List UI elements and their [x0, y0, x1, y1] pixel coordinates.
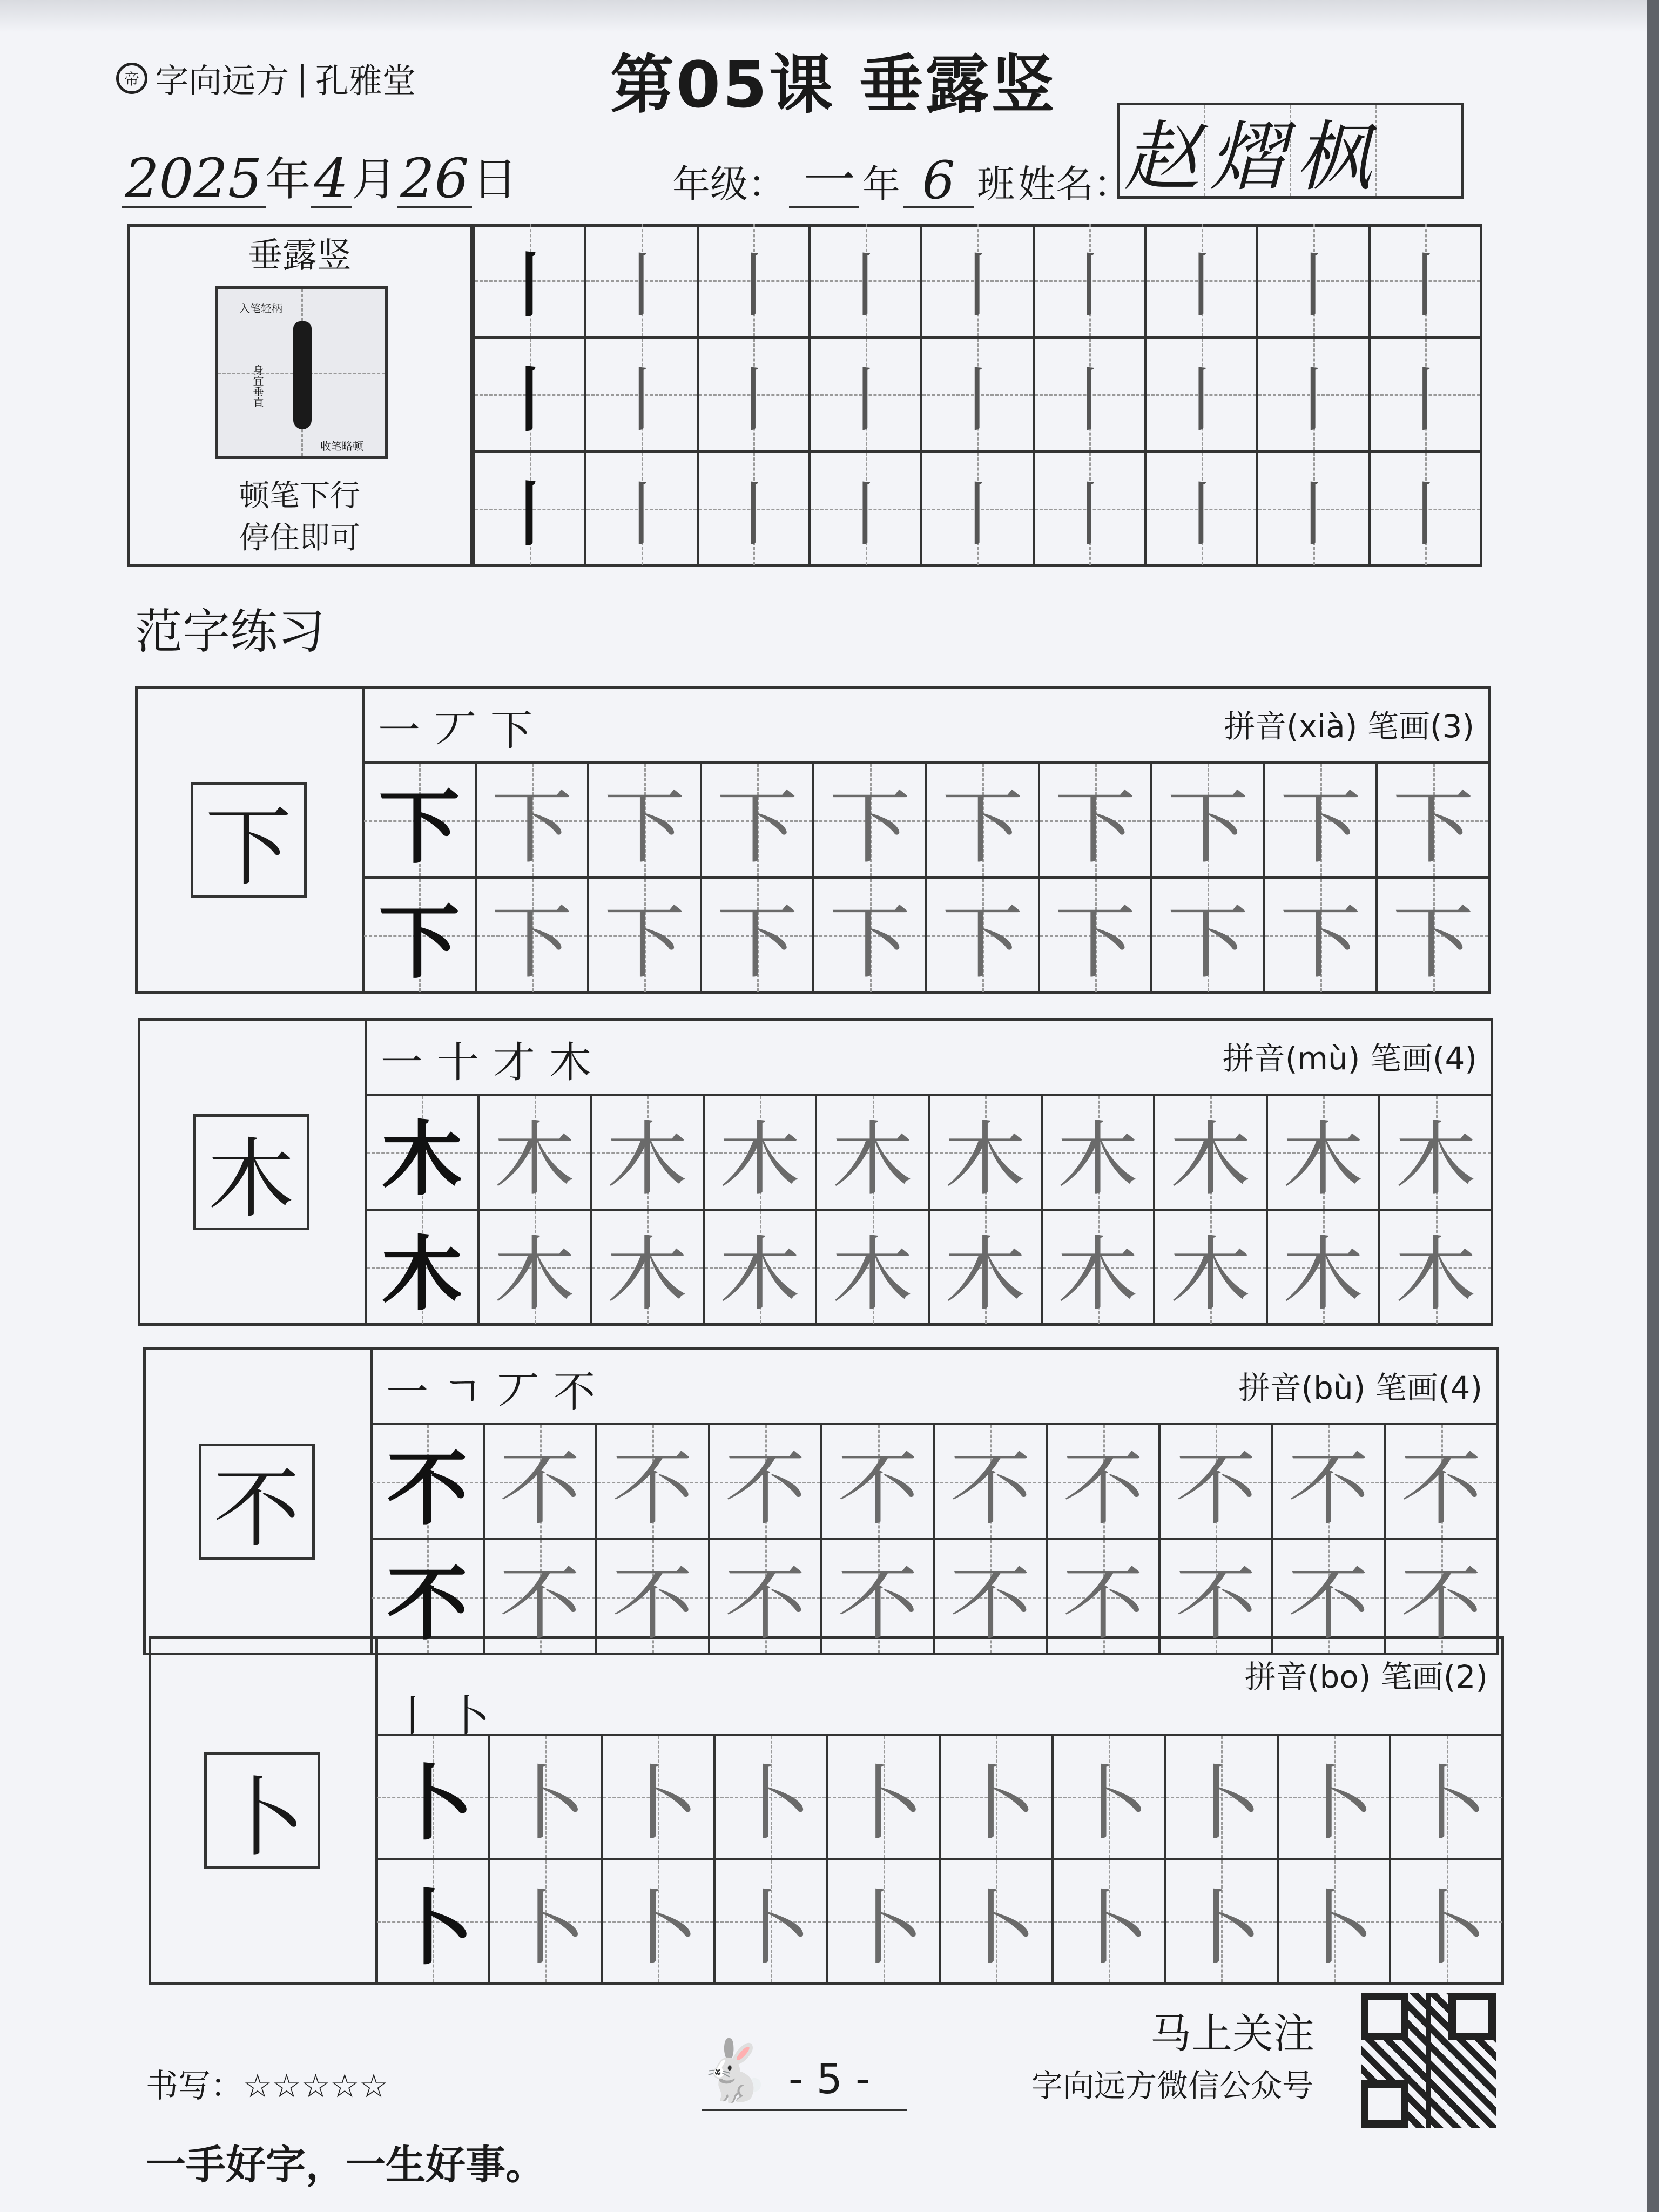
- character-practice-cell[interactable]: [589, 764, 702, 879]
- character-practice-grid: [370, 1423, 1499, 1655]
- model-character: 下: [191, 782, 307, 898]
- date-year-suffix: 年: [265, 153, 311, 206]
- character-practice-cell[interactable]: [702, 764, 815, 879]
- practice-stroke: 丨: [1166, 245, 1237, 327]
- grade-suffix: 年: [862, 162, 900, 206]
- stroke-practice-cell[interactable]: [586, 224, 698, 339]
- practice-character: 木: [945, 1228, 1026, 1322]
- practice-character: 卜: [1181, 1881, 1262, 1976]
- practice-character: 不: [387, 1442, 468, 1536]
- character-practice-cell[interactable]: [828, 1736, 941, 1860]
- practice-character: 下: [491, 780, 572, 875]
- practice-character: 卜: [730, 1881, 812, 1976]
- practice-character: 不: [725, 1557, 806, 1651]
- follow-text: 马上关注: [1150, 2009, 1314, 2058]
- character-practice-cell[interactable]: [1391, 1860, 1504, 1985]
- date-year[interactable]: 2025: [122, 152, 266, 208]
- character-practice-cell[interactable]: [1378, 879, 1491, 994]
- stroke-practice-cell[interactable]: [1147, 224, 1258, 339]
- stroke-order: 一ㄱ丆不: [386, 1368, 610, 1417]
- practice-stroke: 丨: [830, 359, 901, 441]
- practice-character: 不: [499, 1557, 581, 1651]
- practice-stroke: 丨: [606, 245, 677, 327]
- practice-character: 下: [942, 895, 1023, 990]
- character-practice-cell[interactable]: [828, 1860, 941, 1985]
- character-practice-cell[interactable]: [1386, 1425, 1499, 1540]
- practice-character: 不: [387, 1557, 468, 1651]
- practice-character: 下: [1167, 895, 1249, 990]
- practice-character: 下: [1054, 780, 1136, 875]
- date-line: [122, 143, 517, 208]
- brand-name: 字向远方: [155, 61, 289, 100]
- character-practice-cell[interactable]: [367, 1096, 480, 1211]
- character-practice-cell[interactable]: [814, 764, 927, 879]
- pinyin-label: 拼音(bo): [1244, 1658, 1371, 1695]
- character-practice-cell[interactable]: [1048, 1425, 1161, 1540]
- character-practice-cell[interactable]: [603, 1860, 716, 1985]
- character-practice-cell[interactable]: [930, 1211, 1043, 1326]
- practice-stroke: 丨: [1278, 359, 1348, 441]
- practice-character: 卜: [1293, 1757, 1375, 1852]
- practice-stroke: 丨: [494, 359, 565, 441]
- practice-character: 卜: [392, 1881, 474, 1976]
- stroke-practice-cell[interactable]: [811, 224, 922, 339]
- practice-character: 卜: [1068, 1757, 1149, 1852]
- character-practice-cell[interactable]: [1268, 1211, 1381, 1326]
- stroke-practice-cell[interactable]: [586, 339, 698, 453]
- practice-character: 下: [604, 780, 685, 875]
- practice-stroke: 丨: [606, 473, 677, 556]
- page-title: 第05课 垂露竖: [610, 48, 1057, 122]
- character-practice-cell[interactable]: [603, 1736, 716, 1860]
- stroke-practice-cell[interactable]: [922, 224, 1034, 339]
- practice-character: 木: [945, 1112, 1026, 1207]
- practice-character: 木: [1395, 1228, 1476, 1322]
- practice-character: 卜: [730, 1757, 812, 1852]
- stroke-practice-cell[interactable]: [475, 453, 586, 567]
- practice-stroke: 丨: [718, 473, 789, 556]
- character-practice-cell[interactable]: [1155, 1211, 1268, 1326]
- stroke-practice-cell[interactable]: [811, 453, 922, 567]
- character-practice-cell[interactable]: [1040, 764, 1153, 879]
- character-practice-cell[interactable]: [1054, 1860, 1166, 1985]
- page-number-underline: [702, 2109, 907, 2111]
- stroke-hint: [127, 475, 473, 560]
- character-practice-cell[interactable]: [817, 1211, 930, 1326]
- character-practice-cell[interactable]: [702, 879, 815, 994]
- diagram-label: 入笔轻柄: [239, 302, 282, 315]
- practice-character: 卜: [1068, 1881, 1149, 1976]
- practice-character: 卜: [1181, 1757, 1262, 1852]
- practice-character: 不: [725, 1442, 806, 1536]
- character-practice-cell[interactable]: [592, 1211, 705, 1326]
- practice-character: 卜: [955, 1881, 1037, 1976]
- practice-character: 下: [717, 895, 798, 990]
- practice-character: 下: [829, 895, 911, 990]
- practice-character: 木: [719, 1112, 801, 1207]
- character-practice-cell[interactable]: [597, 1425, 710, 1540]
- character-practice-cell[interactable]: [480, 1211, 592, 1326]
- pinyin-label: 拼音(mù): [1222, 1040, 1360, 1077]
- practice-character: 不: [837, 1442, 919, 1536]
- practice-character: 下: [604, 895, 685, 990]
- practice-stroke: 丨: [494, 473, 565, 556]
- practice-stroke: 丨: [942, 473, 1013, 556]
- character-practice-cell[interactable]: [477, 764, 590, 879]
- character-practice-cell[interactable]: [716, 1860, 828, 1985]
- pinyin-label: 拼音(xià): [1224, 708, 1358, 745]
- practice-character: 木: [381, 1228, 463, 1322]
- date-day-suffix: 日: [472, 153, 518, 206]
- character-practice-cell[interactable]: [1054, 1736, 1166, 1860]
- practice-character: 不: [1400, 1442, 1482, 1536]
- character-practice-cell[interactable]: [1268, 1096, 1381, 1211]
- practice-character: 下: [379, 780, 460, 875]
- character-practice-cell[interactable]: [930, 1096, 1043, 1211]
- stroke-diagram: [215, 286, 388, 459]
- character-practice-cell[interactable]: [1166, 1736, 1279, 1860]
- character-practice-cell[interactable]: [592, 1096, 705, 1211]
- stroke-practice-cell[interactable]: [1258, 339, 1370, 453]
- practice-character: 下: [1392, 780, 1474, 875]
- stroke-practice-cell[interactable]: [475, 224, 586, 339]
- character-practice-cell[interactable]: [1040, 879, 1153, 994]
- character-practice-cell[interactable]: [817, 1096, 930, 1211]
- practice-character: 木: [381, 1112, 463, 1207]
- character-practice-cell[interactable]: [1279, 1860, 1392, 1985]
- practice-character: 木: [1395, 1112, 1476, 1207]
- grade-label: 年级：: [672, 162, 786, 206]
- character-practice-cell[interactable]: [1043, 1096, 1156, 1211]
- practice-character: 下: [1392, 895, 1474, 990]
- stroke-practice-cell[interactable]: [475, 339, 586, 453]
- diagram-label: 身宜垂直: [251, 365, 264, 408]
- model-character: 不: [199, 1444, 315, 1560]
- practice-character: 木: [1170, 1112, 1251, 1207]
- character-practice-cell[interactable]: [927, 764, 1040, 879]
- character-practice-grid: [362, 761, 1491, 994]
- stroke-practice-cell[interactable]: [1371, 453, 1482, 567]
- name-char-empty: [1377, 105, 1461, 196]
- practice-character: 木: [1057, 1112, 1138, 1207]
- practice-character: 不: [499, 1442, 581, 1536]
- practice-character: 卜: [504, 1757, 586, 1852]
- stroke-practice-cell[interactable]: [811, 339, 922, 453]
- practice-character: 不: [1175, 1557, 1257, 1651]
- practice-character: 卜: [617, 1757, 699, 1852]
- character-practice-cell[interactable]: [364, 879, 477, 994]
- character-practice-cell[interactable]: [490, 1736, 603, 1860]
- stroke-count-label: 笔画(4): [1370, 1040, 1477, 1077]
- stroke-count-label: 笔画(3): [1367, 708, 1474, 745]
- stroke-practice-cell[interactable]: [699, 224, 811, 339]
- stroke-practice-cell[interactable]: [586, 453, 698, 567]
- stroke-practice-cell[interactable]: [699, 453, 811, 567]
- stroke-practice-cell[interactable]: [1258, 453, 1370, 567]
- practice-stroke: 丨: [1054, 473, 1125, 556]
- section-title: 范字练习: [135, 604, 326, 659]
- practice-character: 木: [1057, 1228, 1138, 1322]
- rabbit-icon: 🐇: [697, 2036, 771, 2105]
- character-practice-cell[interactable]: [814, 879, 927, 994]
- stroke-practice-cell[interactable]: [1147, 339, 1258, 453]
- practice-stroke: 丨: [942, 359, 1013, 441]
- practice-character: 下: [1280, 895, 1361, 990]
- name-char: 熠: [1205, 105, 1291, 196]
- practice-character: 下: [379, 895, 460, 990]
- model-character: 卜: [204, 1752, 320, 1869]
- practice-stroke: 丨: [1278, 245, 1348, 327]
- brand-name-2: 孔雅堂: [315, 61, 416, 100]
- class-suffix: 班: [977, 162, 1015, 206]
- stroke-practice-cell[interactable]: [922, 453, 1034, 567]
- practice-character: 卜: [842, 1881, 924, 1976]
- character-practice-cell[interactable]: [941, 1736, 1054, 1860]
- practice-character: 不: [837, 1557, 919, 1651]
- practice-stroke: 丨: [1166, 359, 1237, 441]
- stroke-practice-cell[interactable]: [699, 339, 811, 453]
- stroke-order: 一十才木: [381, 1038, 606, 1087]
- stroke-order: 丨卜: [392, 1692, 504, 1741]
- practice-stroke: 丨: [830, 245, 901, 327]
- character-practice-cell[interactable]: [1380, 1211, 1493, 1326]
- stroke-practice-cell[interactable]: [922, 339, 1034, 453]
- character-practice-cell[interactable]: [477, 879, 590, 994]
- practice-stroke: 丨: [494, 245, 565, 327]
- stroke-count-label: 笔画(2): [1380, 1658, 1488, 1695]
- character-practice-cell[interactable]: [377, 1860, 490, 1985]
- brand-separator: |: [296, 58, 308, 98]
- brand-logo-icon: 帝: [116, 63, 147, 94]
- stroke-hint-line: 顿笔下行: [239, 478, 360, 514]
- character-practice-cell[interactable]: [480, 1096, 592, 1211]
- practice-stroke: 丨: [942, 245, 1013, 327]
- practice-character: 卜: [1406, 1757, 1487, 1852]
- practice-character: 不: [1288, 1442, 1370, 1536]
- practice-character: 下: [1167, 780, 1249, 875]
- diagram-label: 收笔略顿: [320, 440, 363, 453]
- practice-character: 下: [1054, 895, 1136, 990]
- model-character: 木: [193, 1114, 309, 1230]
- character-practice-cell[interactable]: [1378, 764, 1491, 879]
- practice-stroke: 丨: [718, 245, 789, 327]
- name-label: 姓名：: [1018, 162, 1131, 206]
- character-practice-grid: [365, 1094, 1493, 1326]
- name-char: 赵: [1120, 105, 1205, 196]
- name-field[interactable]: [1117, 103, 1464, 199]
- character-practice-cell[interactable]: [1273, 1425, 1386, 1540]
- practice-character: 木: [832, 1228, 913, 1322]
- grade-line: [672, 150, 1131, 211]
- character-info: [1004, 701, 1474, 746]
- stroke-order: 一丆下: [378, 706, 547, 755]
- stroke-practice-cell[interactable]: [1371, 224, 1482, 339]
- stroke-count-label: 笔画(4): [1375, 1370, 1482, 1406]
- practice-stroke: 丨: [1054, 359, 1125, 441]
- practice-stroke: 丨: [606, 359, 677, 441]
- practice-character: 下: [1280, 780, 1361, 875]
- character-practice-cell[interactable]: [710, 1425, 823, 1540]
- practice-character: 卜: [1293, 1881, 1375, 1976]
- qr-code-icon[interactable]: [1361, 1993, 1496, 2128]
- character-practice-cell[interactable]: [1265, 764, 1378, 879]
- date-month-suffix: 月: [352, 153, 397, 206]
- practice-stroke: 丨: [1390, 245, 1461, 327]
- practice-stroke: 丨: [1054, 245, 1125, 327]
- practice-character: 卜: [842, 1757, 924, 1852]
- character-practice-cell[interactable]: [490, 1860, 603, 1985]
- character-practice-cell[interactable]: [705, 1096, 818, 1211]
- character-practice-cell[interactable]: [364, 764, 477, 879]
- practice-stroke: 丨: [830, 473, 901, 556]
- practice-character: 卜: [1406, 1881, 1487, 1976]
- practice-character: 木: [1283, 1228, 1364, 1322]
- character-practice-cell[interactable]: [1391, 1736, 1504, 1860]
- character-info: [1013, 1363, 1482, 1408]
- practice-character: 木: [494, 1228, 575, 1322]
- pinyin-label: 拼音(bù): [1238, 1370, 1366, 1406]
- page-number: - 5 -: [788, 2055, 871, 2103]
- practice-character: 木: [606, 1228, 688, 1322]
- character-practice-cell[interactable]: [589, 879, 702, 994]
- practice-stroke: 丨: [1390, 359, 1461, 441]
- stroke-practice-cell[interactable]: [1147, 453, 1258, 567]
- practice-character: 卜: [617, 1881, 699, 1976]
- practice-character: 卜: [504, 1881, 586, 1976]
- practice-stroke: 丨: [1166, 473, 1237, 556]
- character-practice-cell[interactable]: [1043, 1211, 1156, 1326]
- practice-character: 木: [719, 1228, 801, 1322]
- practice-character: 不: [1062, 1442, 1144, 1536]
- character-info: [1007, 1033, 1477, 1078]
- name-char: 枫: [1291, 105, 1377, 196]
- practice-character: 木: [1170, 1228, 1251, 1322]
- date-day[interactable]: 26: [397, 152, 472, 208]
- wechat-text: 字向远方微信公众号: [1031, 2067, 1314, 2104]
- practice-character: 不: [950, 1557, 1031, 1651]
- character-practice-cell[interactable]: [822, 1425, 935, 1540]
- stroke-practice-cell[interactable]: [1035, 224, 1147, 339]
- practice-character: 木: [606, 1112, 688, 1207]
- practice-character: 不: [1175, 1442, 1257, 1536]
- page-shadow: [0, 0, 1647, 32]
- character-practice-cell[interactable]: [377, 1736, 490, 1860]
- practice-character: 不: [1288, 1557, 1370, 1651]
- character-practice-cell[interactable]: [927, 879, 1040, 994]
- character-practice-cell[interactable]: [372, 1425, 485, 1540]
- character-practice-cell[interactable]: [1380, 1096, 1493, 1211]
- grade-field[interactable]: 一: [789, 154, 859, 208]
- practice-character: 下: [942, 780, 1023, 875]
- character-practice-cell[interactable]: [367, 1211, 480, 1326]
- writing-rating[interactable]: 书写：☆☆☆☆☆: [146, 2067, 388, 2105]
- character-practice-cell[interactable]: [935, 1425, 1048, 1540]
- brand: [116, 54, 416, 102]
- practice-character: 木: [1283, 1112, 1364, 1207]
- practice-character: 不: [950, 1442, 1031, 1536]
- practice-character: 木: [494, 1112, 575, 1207]
- practice-stroke: 丨: [718, 359, 789, 441]
- stroke-practice-cell[interactable]: [1371, 339, 1482, 453]
- practice-character: 下: [829, 780, 911, 875]
- character-practice-cell[interactable]: [1155, 1096, 1268, 1211]
- vertical-stroke-icon: [293, 321, 312, 429]
- practice-character: 不: [612, 1557, 693, 1651]
- practice-character: 下: [717, 780, 798, 875]
- practice-character: 木: [832, 1112, 913, 1207]
- practice-character: 不: [1400, 1557, 1482, 1651]
- character-practice-cell[interactable]: [941, 1860, 1054, 1985]
- character-info: [1018, 1651, 1488, 1697]
- stroke-practice-grid: [473, 224, 1482, 567]
- stroke-practice-cell[interactable]: [1258, 224, 1370, 339]
- slogan: 一手好字，一生好事。: [146, 2142, 545, 2188]
- stroke-name: 垂露竖: [248, 236, 352, 276]
- stroke-practice-cell[interactable]: [1035, 453, 1147, 567]
- character-practice-cell[interactable]: [716, 1736, 828, 1860]
- character-practice-cell[interactable]: [705, 1211, 818, 1326]
- practice-character: 不: [612, 1442, 693, 1536]
- stroke-hint-line: 停住即可: [239, 521, 360, 556]
- date-month[interactable]: 4: [311, 152, 352, 208]
- stroke-practice-cell[interactable]: [1035, 339, 1147, 453]
- practice-character: 不: [1062, 1557, 1144, 1651]
- class-field[interactable]: 6: [903, 154, 974, 208]
- character-practice-cell[interactable]: [1152, 764, 1265, 879]
- practice-stroke: 丨: [1278, 473, 1348, 556]
- character-practice-grid: [375, 1734, 1504, 1985]
- practice-character: 卜: [955, 1757, 1037, 1852]
- character-practice-cell[interactable]: [485, 1425, 598, 1540]
- practice-character: 下: [491, 895, 572, 990]
- character-practice-cell[interactable]: [1161, 1425, 1273, 1540]
- practice-character: 卜: [392, 1757, 474, 1852]
- practice-stroke: 丨: [1390, 473, 1461, 556]
- character-practice-cell[interactable]: [1166, 1860, 1279, 1985]
- character-practice-cell[interactable]: [1265, 879, 1378, 994]
- character-practice-cell[interactable]: [1279, 1736, 1392, 1860]
- character-practice-cell[interactable]: [1152, 879, 1265, 994]
